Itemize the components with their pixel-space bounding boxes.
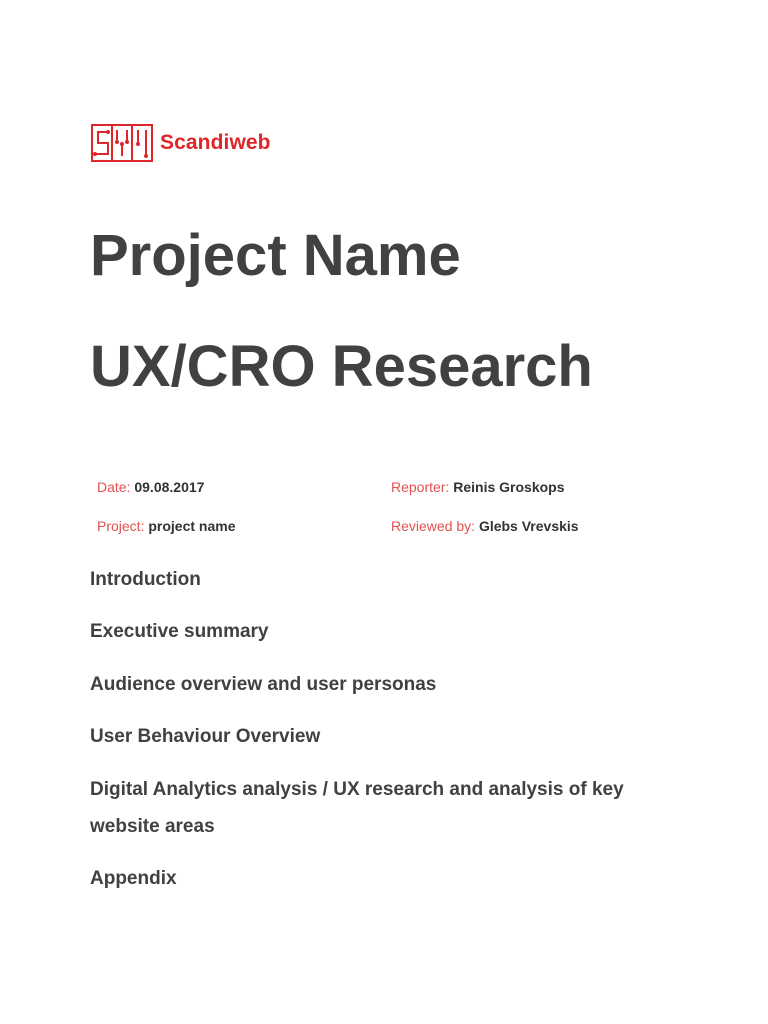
toc-item-user-behaviour: User Behaviour Overview <box>90 726 321 747</box>
meta-reporter-value: Reinis Groskops <box>453 479 565 495</box>
document-subtitle: UX/CRO Research <box>90 334 593 399</box>
toc-item-executive-summary: Executive summary <box>90 621 269 642</box>
scandiweb-logo-icon <box>91 124 153 162</box>
meta-date-label: Date: <box>97 479 131 495</box>
meta-project <box>97 519 236 533</box>
meta-project-value: project name <box>148 518 236 534</box>
toc-item-digital-analytics: Digital Analytics analysis / UX research and analysis of key website areas <box>90 779 624 837</box>
meta-reviewed-by-label: Reviewed by: <box>391 518 476 534</box>
toc-item-appendix: Appendix <box>90 868 177 889</box>
logo-wordmark: Scandiweb <box>160 131 271 154</box>
document-title: Project Name <box>90 223 461 288</box>
meta-reviewed-by <box>391 519 579 533</box>
meta-reviewed-by-value: Glebs Vrevskis <box>478 518 579 534</box>
meta-project-label: Project: <box>97 518 145 534</box>
meta-date <box>97 480 204 494</box>
meta-date-value: 09.08.2017 <box>134 479 205 495</box>
meta-reporter <box>391 480 565 494</box>
meta-reporter-label: Reporter: <box>391 479 450 495</box>
toc-item-audience-overview: Audience overview and user personas <box>90 674 437 695</box>
scandiweb-logo <box>91 124 271 162</box>
toc-item-introduction: Introduction <box>90 569 201 590</box>
